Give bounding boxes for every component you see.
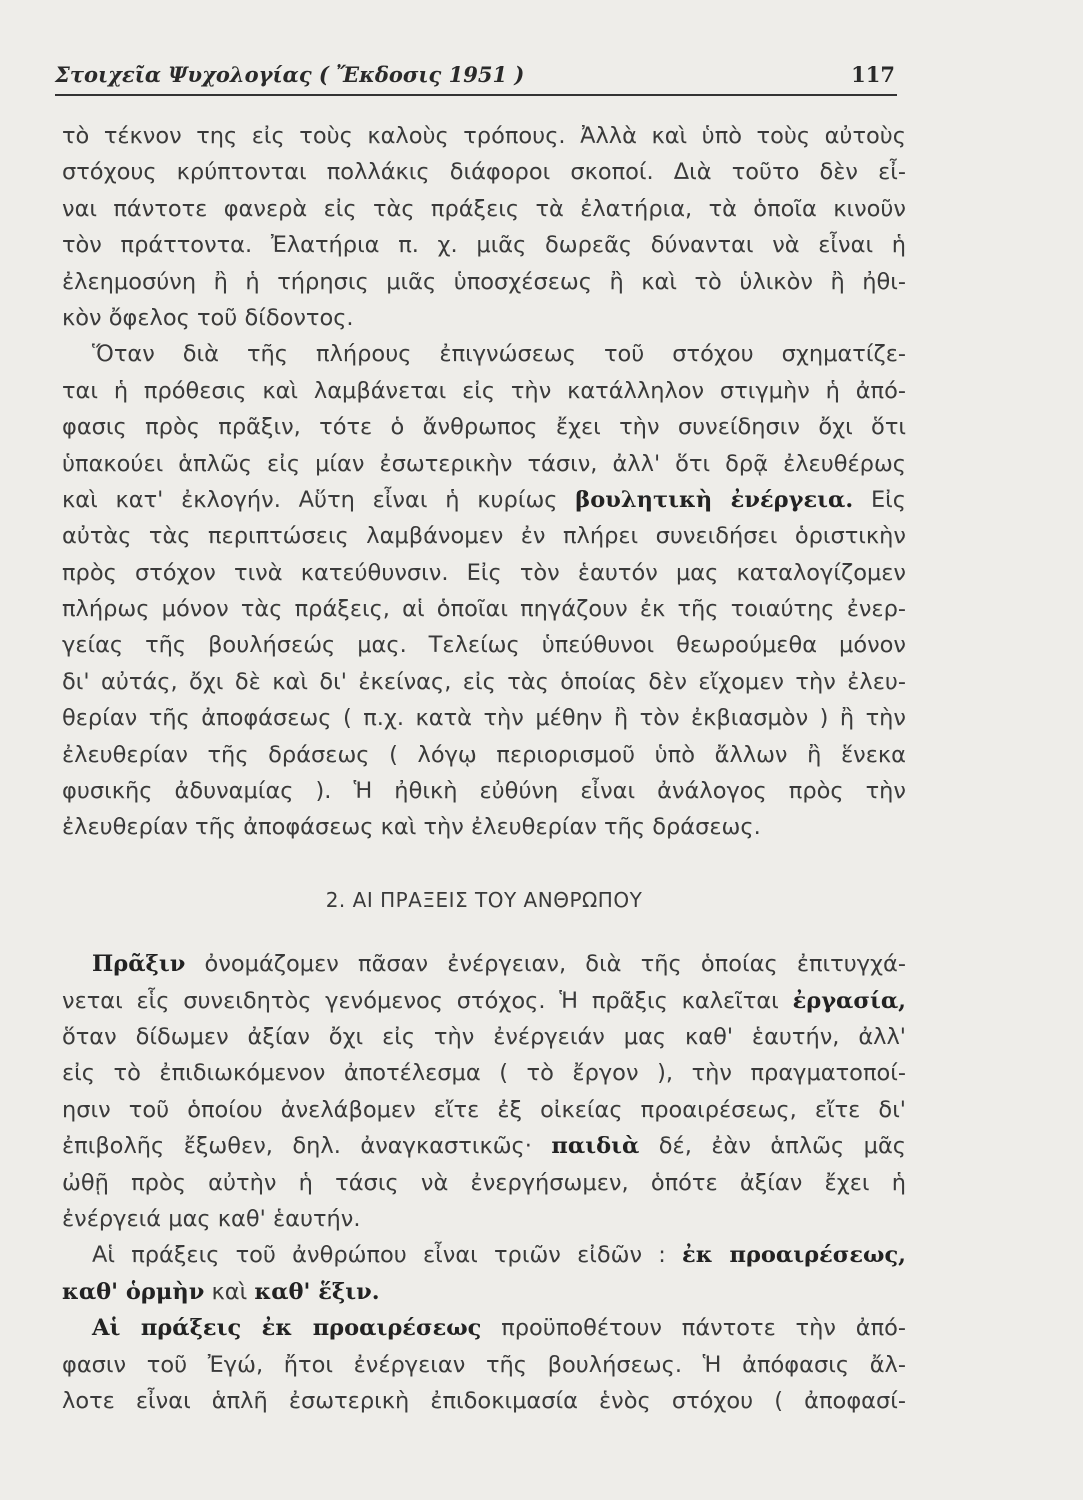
text-line: φυσικῆς ἀδυναμίας ). Ἡ ἠθικὴ εὐθύνη εἶναι ἀνάλογος πρὸς τὴν — [62, 778, 906, 805]
emphasis-term: ἐργασία, — [792, 987, 906, 1014]
text-run: ὀνομάζομεν πᾶσαν ἐνέργειαν, διὰ τῆς ὁποίας ἐπιτυγχά- — [185, 951, 906, 978]
emphasis-term: Πρᾶξιν — [92, 951, 186, 978]
text-line: λοτε εἶναι ἁπλῆ ἐσωτερικὴ ἐπιδοκιμασία ἑνὸς στόχου ( ἀποφασί- — [62, 1387, 906, 1414]
emphasis-term: παιδιὰ — [551, 1133, 640, 1160]
emphasis-term: ἐκ προαιρέσεως, — [682, 1242, 906, 1269]
section-heading: 2. ΑΙ ΠΡΑΞΕΙΣ ΤΟΥ ΑΝΘΡΩΠΟΥ — [325, 887, 643, 912]
text-line — [62, 1310, 906, 1346]
text-line: θερίαν τῆς ἀποφάσεως ( π.χ. κατὰ τὴν μέθην ἢ τὸν ἐκβιασμὸν ) ἢ τὴν — [62, 705, 906, 732]
text-run: καὶ κατ' ἐκλογήν. Αὕτη εἶναι ἡ κυρίως — [62, 486, 576, 513]
page-number: 117 — [851, 62, 895, 87]
text-run: δέ, ἐὰν ἁπλῶς μᾶς — [639, 1133, 906, 1160]
text-line — [62, 1128, 906, 1164]
text-line: κὸν ὄφελος τοῦ δίδοντος. — [62, 304, 354, 331]
text-line: δι' αὐτάς, ὄχι δὲ καὶ δι' ἐκείνας, εἰς τὰς ὁποίας δὲν εἴχομεν τὴν ἐλευ- — [62, 668, 906, 695]
text-run: ἐπιβολῆς ἔξωθεν, δηλ. ἀναγκαστικῶς· — [62, 1133, 552, 1160]
text-line: πλήρως μόνον τὰς πράξεις, αἱ ὁποῖαι πηγάζουν ἐκ τῆς τοιαύτης ἐνερ- — [62, 596, 906, 623]
text-line: φασιν τοῦ Ἐγώ, ἤτοι ἐνέργειαν τῆς βουλήσεως. Ἡ ἀπόφασις ἄλ- — [62, 1351, 906, 1378]
text-line: Ὅταν διὰ τῆς πλήρους ἐπιγνώσεως τοῦ στόχου σχηματίζε- — [92, 341, 906, 368]
text-line: ναι πάντοτε φανερὰ εἰς τὰς πράξεις τὰ ἐλατήρια, τὰ ὁποῖα κινοῦν — [62, 195, 906, 222]
text-run: νεται εἷς συνειδητὸς γενόμενος στόχος. Ἡ πρᾶξις καλεῖται — [62, 987, 793, 1014]
text-line — [62, 946, 906, 982]
text-line: ὠθῇ πρὸς αὐτὴν ἡ τάσις νὰ ἐνεργήσωμεν, ὁπότε ἀξίαν ἔχει ἡ — [62, 1169, 906, 1196]
text-line: ἐλεημοσύνη ἢ ἡ τήρησις μιᾶς ὑποσχέσεως ἢ καὶ τὸ ὑλικὸν ἢ ἠθι- — [62, 268, 906, 295]
text-line: τὸ τέκνον της εἰς τοὺς καλοὺς τρόπους. Ἀλλὰ καὶ ὑπὸ τοὺς αὐτοὺς — [62, 123, 906, 149]
text-line: ὑπακούει ἁπλῶς εἰς μίαν ἐσωτερικὴν τάσιν, ἀλλ' ὅτι δρᾷ ἐλευθέρως — [62, 450, 906, 477]
text-line: ησιν τοῦ ὁποίου ἀνελάβομεν εἴτε ἐξ οἰκείας προαιρέσεως, εἴτε δι' — [62, 1096, 906, 1123]
text-run: Εἰς — [853, 486, 907, 513]
text-run: προϋποθέτουν πάντοτε τὴν ἀπό- — [481, 1315, 906, 1342]
text-line — [62, 983, 906, 1019]
body-text — [62, 118, 906, 1419]
emphasis-term: καθ' ὁρμὴν — [62, 1278, 205, 1305]
emphasis-term: Αἱ πράξεις ἐκ προαιρέσεως — [92, 1315, 482, 1342]
text-line: ἐνέργειά μας καθ' ἑαυτήν. — [62, 1205, 361, 1232]
text-line: φασις πρὸς πρᾶξιν, τότε ὁ ἄνθρωπος ἔχει τὴν συνείδησιν ὄχι ὅτι — [62, 414, 906, 441]
text-line: ἐλευθερίαν τῆς δράσεως ( λόγῳ περιορισμοῦ ὑπὸ ἄλλων ἢ ἕνεκα — [62, 741, 906, 768]
text-line — [62, 1274, 906, 1310]
text-run: Αἱ πράξεις τοῦ ἀνθρώπου εἶναι τριῶν εἰδῶν : — [92, 1242, 683, 1269]
text-line — [62, 482, 906, 518]
text-line: εἰς τὸ ἐπιδιωκόμενον ἀποτέλεσμα ( τὸ ἔργον ), τὴν πραγματοποί- — [62, 1060, 906, 1087]
text-line: ὅταν δίδωμεν ἀξίαν ὄχι εἰς τὴν ἐνέργειάν μας καθ' ἑαυτήν, ἀλλ' — [62, 1023, 906, 1050]
book-title: Στοιχεῖα Ψυχολογίας ( Ἔκδοσις 1951 ) — [55, 62, 525, 87]
emphasis-term: βουλητικὴ ἐνέργεια. — [575, 486, 854, 513]
text-line: πρὸς στόχον τινὰ κατεύθυνσιν. Εἰς τὸν ἑαυτόν μας καταλογίζομεν — [62, 559, 906, 586]
text-line: αὐτὰς τὰς περιπτώσεις λαμβάνομεν ἐν πλήρει συνειδήσει ὁριστικὴν — [62, 523, 906, 550]
text-line: γείας τῆς βουλήσεώς μας. Τελείως ὑπεύθυνοι θεωρούμεθα μόνον — [62, 632, 906, 659]
text-line: ται ἡ πρόθεσις καὶ λαμβάνεται εἰς τὴν κατάλληλον στιγμὴν ἡ ἀπό- — [62, 377, 906, 404]
emphasis-term: καθ' ἕξιν. — [254, 1278, 380, 1305]
running-header — [55, 62, 897, 96]
text-line — [62, 1237, 906, 1273]
text-run: καὶ — [204, 1278, 255, 1305]
text-line: στόχους κρύπτονται πολλάκις διάφοροι σκοποί. Διὰ τοῦτο δὲν εἶ- — [62, 159, 906, 186]
text-line: τὸν πράττοντα. Ἐλατήρια π. χ. μιᾶς δωρεᾶς δύνανται νὰ εἶναι ἡ — [62, 232, 906, 259]
text-line: ἐλευθερίαν τῆς ἀποφάσεως καὶ τὴν ἐλευθερίαν τῆς δράσεως. — [62, 814, 761, 841]
